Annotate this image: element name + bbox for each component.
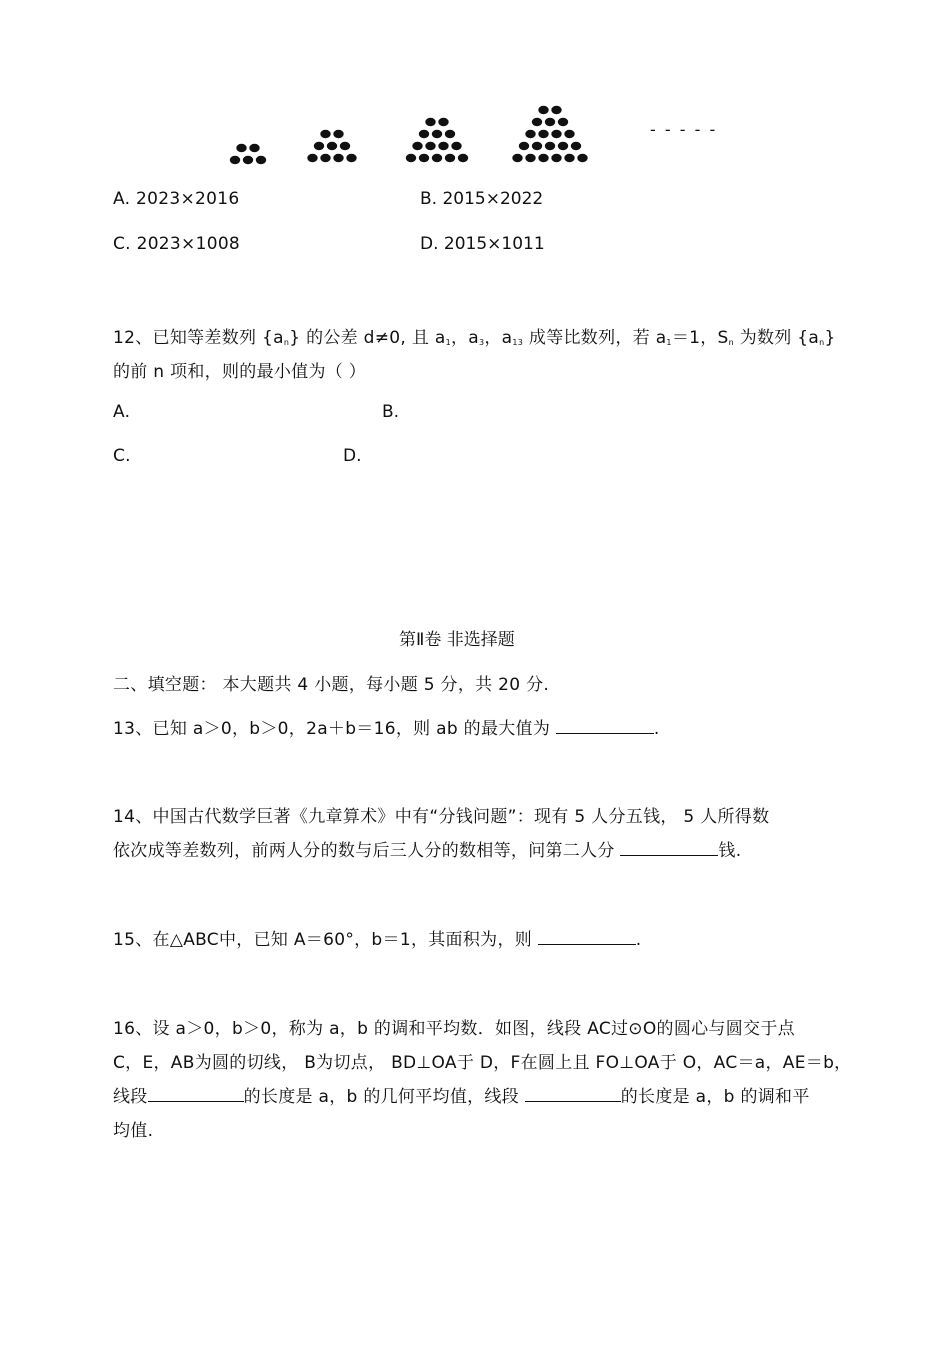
dot	[538, 106, 548, 114]
dot	[230, 156, 240, 164]
dot	[451, 142, 461, 150]
dot	[320, 154, 330, 162]
dot	[458, 154, 468, 162]
dot	[445, 130, 455, 138]
q12-line2: 的前 n 项和，则的最小值为（ ）	[113, 362, 367, 382]
dot	[519, 142, 529, 150]
q12-option-b: B.	[382, 402, 400, 422]
dot	[551, 106, 561, 114]
dot	[545, 118, 555, 126]
q15: 15、在△ABC中，已知 A＝60°，b＝1，其面积为，则 .	[113, 930, 642, 950]
dot	[432, 154, 442, 162]
dot	[419, 130, 429, 138]
q16-line4: 均值.	[113, 1121, 154, 1141]
dot	[236, 144, 246, 152]
q12-option-d: D.	[343, 446, 362, 466]
dot	[525, 154, 535, 162]
dot	[532, 118, 542, 126]
dot	[564, 154, 574, 162]
dot	[525, 130, 535, 138]
dot	[577, 154, 587, 162]
q12-option-c: C.	[113, 446, 131, 466]
q14-line1: 14、中国古代数学巨著《九章算术》中有“分钱问题”：现有 5 人分五钱， 5 人所得数	[113, 807, 770, 827]
answer-blank[interactable]	[148, 1086, 244, 1102]
dot	[564, 130, 574, 138]
dot	[438, 118, 448, 126]
dot	[327, 142, 337, 150]
section-heading: 二、填空题： 本大题共 4 小题，每小题 5 分，共 20 分.	[113, 675, 550, 695]
dot	[551, 154, 561, 162]
dot	[538, 130, 548, 138]
dot	[419, 154, 429, 162]
q11-option-b: B. 2015×2022	[420, 189, 544, 209]
dot-pattern-figure	[0, 0, 950, 180]
dot	[340, 142, 350, 150]
q11-option-c: C. 2023×1008	[113, 234, 241, 254]
dot	[320, 130, 330, 138]
q16-line2: C，E，AB为圆的切线， B为切点， BD⊥OA于 D，F在圆上且 FO⊥OA于 O，AC＝a，AE＝b，	[113, 1053, 852, 1073]
dot	[425, 142, 435, 150]
dot	[333, 154, 343, 162]
q13: 13、已知 a＞0，b＞0，2a＋b＝16，则 ab 的最大值为 .	[113, 719, 660, 739]
dot	[425, 118, 435, 126]
dot	[558, 142, 568, 150]
dot	[314, 142, 324, 150]
answer-blank[interactable]	[538, 929, 636, 945]
dot	[333, 130, 343, 138]
dot	[558, 118, 568, 126]
dot	[532, 142, 542, 150]
dot	[445, 154, 455, 162]
answer-blank[interactable]	[620, 840, 718, 856]
dot	[571, 142, 581, 150]
dot	[432, 130, 442, 138]
q11-option-a: A. 2023×2016	[113, 189, 240, 209]
dot	[307, 154, 317, 162]
dot	[256, 156, 266, 164]
q16-line3: 线段 的长度是 a，b 的几何平均值，线段 的长度是 a，b 的调和平	[113, 1087, 810, 1107]
answer-blank[interactable]	[525, 1086, 621, 1102]
dot	[243, 156, 253, 164]
answer-blank[interactable]	[556, 718, 654, 734]
continuation-dashes: - - - - -	[650, 120, 718, 139]
dot	[538, 154, 548, 162]
q14-line2: 依次成等差数列，前两人分的数与后三人分的数相等，问第二人分 钱.	[113, 841, 742, 861]
q11-option-d: D. 2015×1011	[420, 234, 545, 254]
q16-line1: 16、设 a＞0，b＞0，称为 a，b 的调和平均数．如图，线段 AC过⊙O的圆心与圆交于点	[113, 1019, 795, 1039]
dot	[412, 142, 422, 150]
dot	[346, 154, 356, 162]
q12-line1: 12、已知等差数列 $\{a_n\}$ 的公差 d≠0, 且 $a_1$，$a_3$，$a_{13}$ 成等比数列，若 $a_1=1$，$S_n$ 为数列 $\{a_n\}$	[113, 328, 836, 348]
dot	[249, 144, 259, 152]
dot	[406, 154, 416, 162]
dot	[545, 142, 555, 150]
dot	[512, 154, 522, 162]
q12-option-a: A.	[113, 402, 131, 422]
section-title: 第Ⅱ卷 非选择题	[399, 630, 515, 650]
dot	[551, 130, 561, 138]
dot	[438, 142, 448, 150]
